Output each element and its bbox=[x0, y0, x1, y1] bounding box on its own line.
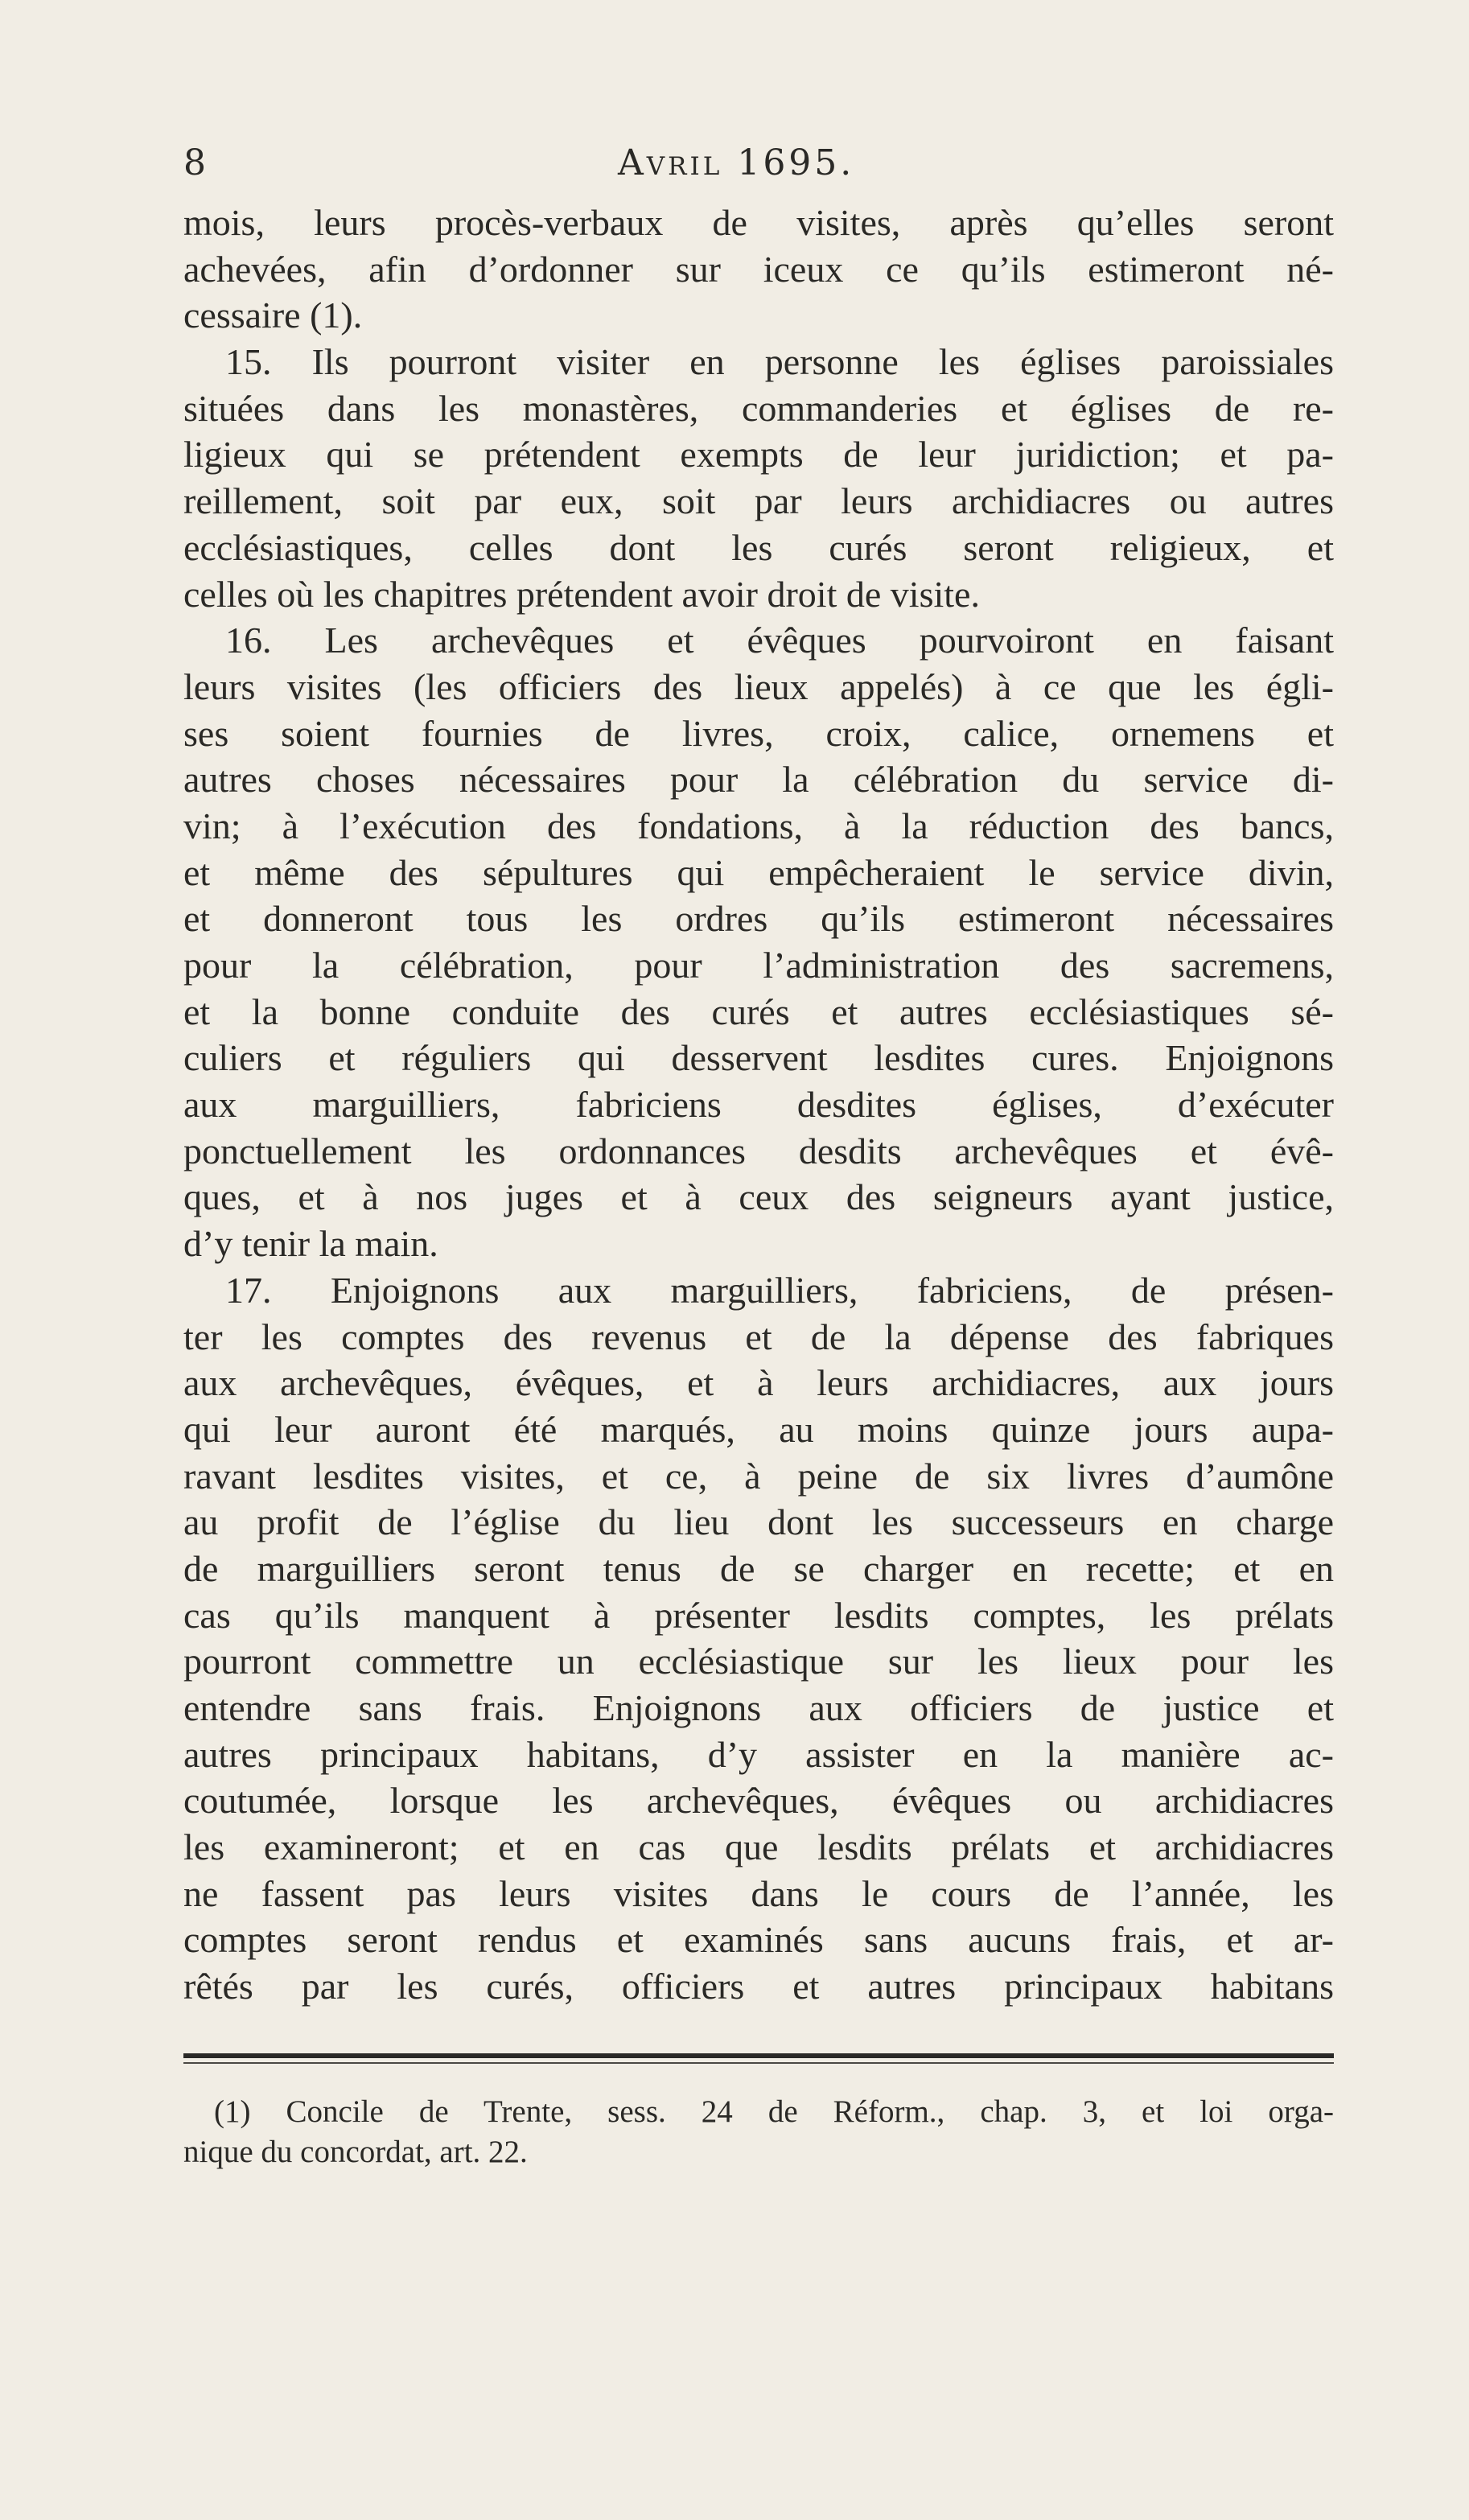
text-line: coutumée, lorsque les archevêques, évêques ou archidiacres bbox=[183, 1780, 1334, 1822]
text-line: pour la célébration, pour l’administration des sacremens, bbox=[183, 945, 1334, 986]
text-line: entendre sans frais. Enjoignons aux officiers de justice et bbox=[183, 1687, 1334, 1728]
text-line: cessaire (1). bbox=[183, 294, 363, 336]
text-line: cas qu’ils manquent à présenter lesdits comptes, les prélats bbox=[183, 1594, 1334, 1636]
footnote-divider-thin bbox=[183, 2062, 1334, 2064]
text-line: ligieux qui se prétendent exempts de leur juridiction; et pa- bbox=[183, 434, 1334, 476]
text-line: les examineront; et en cas que lesdits prélats et archidiacres bbox=[183, 1826, 1334, 1868]
body-text bbox=[183, 200, 1334, 2018]
text-line: et la bonne conduite des curés et autres ecclésiastiques sé- bbox=[183, 990, 1334, 1032]
text-line: achevées, afin d’ordonner sur iceux ce qu’ils estimeront né- bbox=[183, 248, 1334, 290]
text-line: pourront commettre un ecclésiastique sur les lieux pour les bbox=[183, 1641, 1334, 1682]
text-line: comptes seront rendus et examinés sans aucuns frais, et ar- bbox=[183, 1919, 1334, 1961]
text-line: ravant lesdites visites, et ce, à peine de six livres d’aumône bbox=[183, 1455, 1334, 1497]
article-15-start: 15. Ils pourront visiter en personne les églises paroissiales bbox=[225, 341, 1334, 383]
text-line: ne fassent pas leurs visites dans le cours de l’année, les bbox=[183, 1872, 1334, 1914]
text-line: rêtés par les curés, officiers et autres principaux habitans bbox=[183, 1966, 1334, 2007]
text-line: ter les comptes des revenus et de la dépense des fabriques bbox=[183, 1316, 1334, 1357]
footnote-divider bbox=[183, 2053, 1334, 2058]
text-line: culiers et réguliers qui desservent lesdites cures. Enjoignons bbox=[183, 1037, 1334, 1079]
footnote-line: nique du concordat, art. 22. bbox=[183, 2135, 528, 2169]
page-number: 8 bbox=[183, 142, 206, 183]
text-line: et même des sépultures qui empêcheraient le service divin, bbox=[183, 851, 1334, 893]
page-header bbox=[183, 135, 1334, 191]
text-line: de marguilliers seront tenus de se charger en recette; et en bbox=[183, 1547, 1334, 1589]
footnote bbox=[183, 2092, 1334, 2172]
text-line: ses soient fournies de livres, croix, calice, ornemens et bbox=[183, 712, 1334, 754]
text-line: celles où les chapitres prétendent avoir droit de visite. bbox=[183, 573, 980, 615]
text-line: qui leur auront été marqués, au moins quinze jours aupa- bbox=[183, 1408, 1334, 1450]
text-line: leurs visites (les officiers des lieux appelés) à ce que les égli- bbox=[183, 665, 1334, 707]
text-line: aux marguilliers, fabriciens desdites églises, d’exécuter bbox=[183, 1084, 1334, 1126]
article-16-start: 16. Les archevêques et évêques pourvoiront en faisant bbox=[225, 620, 1334, 661]
text-line: reillement, soit par eux, soit par leurs archidiacres ou autres bbox=[183, 480, 1334, 522]
text-line: au profit de l’église du lieu dont les successeurs en charge bbox=[183, 1501, 1334, 1543]
text-line: situées dans les monastères, commanderies et églises de re- bbox=[183, 387, 1334, 429]
text-line: autres principaux habitans, d’y assister en la manière ac- bbox=[183, 1733, 1334, 1775]
text-line: autres choses nécessaires pour la célébration du service di- bbox=[183, 759, 1334, 801]
text-line: ponctuellement les ordonnances desdits archevêques et évê- bbox=[183, 1130, 1334, 1171]
article-17-start: 17. Enjoignons aux marguilliers, fabriciens, de présen- bbox=[225, 1269, 1334, 1311]
text-line: vin; à l’exécution des fondations, à la réduction des bancs, bbox=[183, 805, 1334, 846]
text-line: ecclésiastiques, celles dont les curés seront religieux, et bbox=[183, 526, 1334, 568]
text-line: aux archevêques, évêques, et à leurs archidiacres, aux jours bbox=[183, 1362, 1334, 1404]
running-title: Avril 1695. bbox=[618, 142, 855, 183]
text-line: et donneront tous les ordres qu’ils estimeront nécessaires bbox=[183, 898, 1334, 940]
text-line: ques, et à nos juges et à ceux des seigneurs ayant justice, bbox=[183, 1176, 1334, 1218]
text-line: d’y tenir la main. bbox=[183, 1223, 438, 1265]
text-line: mois, leurs procès-verbaux de visites, après qu’elles seront bbox=[183, 202, 1334, 243]
footnote-line: (1) Concile de Trente, sess. 24 de Réform., chap. 3, et loi orga- bbox=[214, 2094, 1334, 2129]
